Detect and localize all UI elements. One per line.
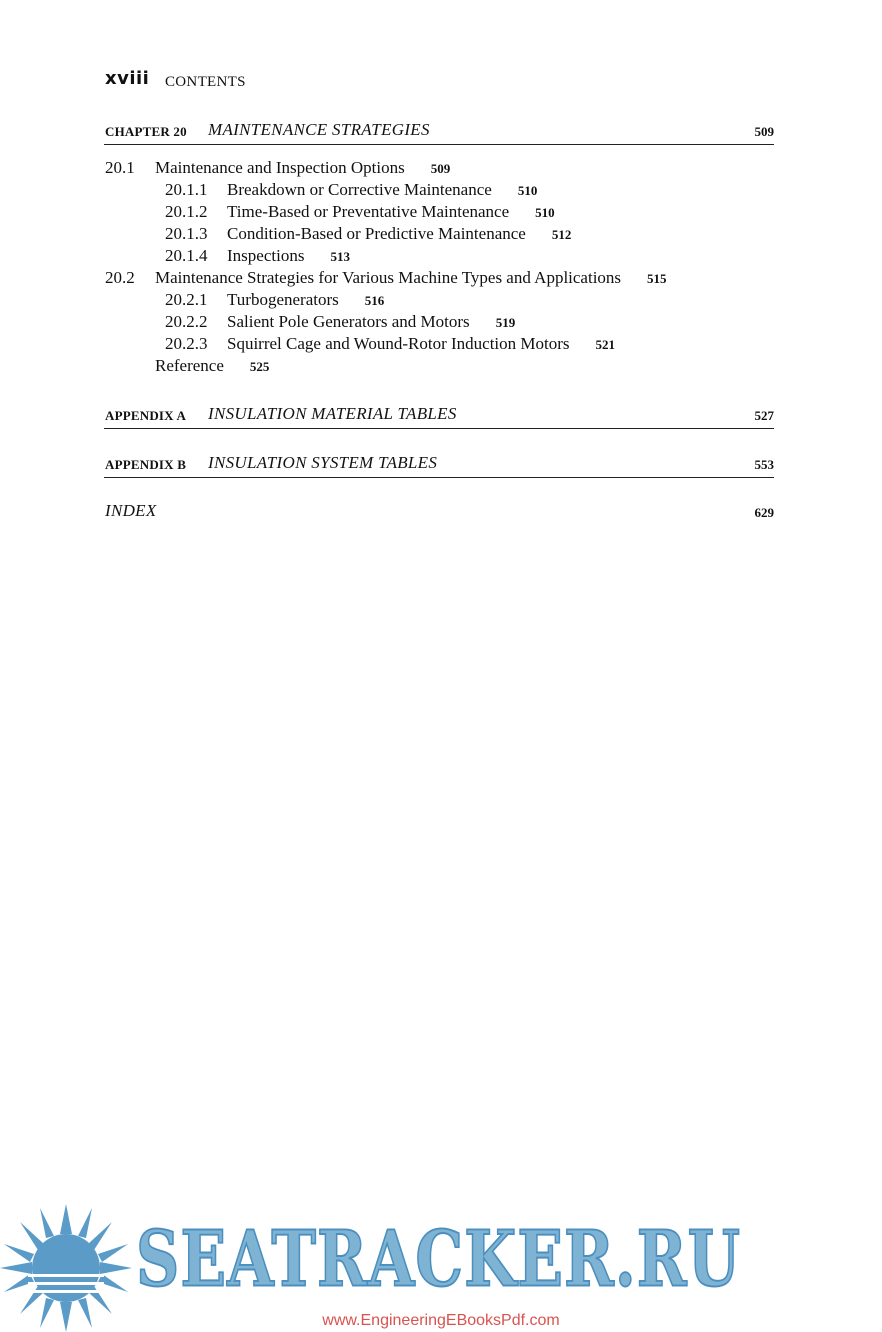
- appendix-b-page: 553: [754, 457, 774, 472]
- appendix-a-label: APPENDIX A: [105, 408, 187, 423]
- running-title: CONTENTS: [165, 74, 246, 90]
- toc-entry[interactable]: 20.2 Maintenance Strategies for Various Machine Types and Applications 515: [105, 268, 667, 287]
- toc-entry[interactable]: 20.2.1 Turbogenerators 516: [165, 290, 385, 309]
- toc-entry[interactable]: 20.2.2 Salient Pole Generators and Motors 519: [165, 312, 516, 331]
- appendix-a-title[interactable]: INSULATION MATERIAL TABLES: [208, 404, 457, 423]
- appendix-b-label: APPENDIX B: [105, 457, 187, 472]
- chapter-title: MAINTENANCE STRATEGIES: [208, 120, 430, 139]
- chapter-page: 509: [754, 124, 774, 139]
- appendix-b-rule: [104, 477, 774, 478]
- watermark-brand: SEATRACKER.RU: [136, 1215, 741, 1305]
- appendix-a-rule: [104, 428, 774, 429]
- toc-entry[interactable]: 20.1.2 Time-Based or Preventative Maintenance 510: [165, 202, 555, 221]
- toc-entry[interactable]: 20.1.3 Condition-Based or Predictive Maintenance 512: [165, 224, 572, 243]
- toc-entry[interactable]: 20.1.1 Breakdown or Corrective Maintenance 510: [165, 180, 538, 199]
- toc-entry[interactable]: 20.1.4 Inspections 513: [165, 246, 350, 265]
- watermark-url[interactable]: www.EngineeringEBooksPdf.com: [322, 1312, 560, 1329]
- toc-entry[interactable]: Reference 525: [155, 356, 270, 375]
- index-page: 629: [754, 505, 774, 520]
- chapter-rule: [104, 144, 774, 145]
- page-number: xviii: [105, 68, 150, 89]
- index-title[interactable]: INDEX: [105, 501, 157, 520]
- appendix-b-title[interactable]: INSULATION SYSTEM TABLES: [208, 453, 438, 472]
- appendix-a-page: 527: [754, 408, 774, 423]
- toc-entry[interactable]: 20.1 Maintenance and Inspection Options 509: [105, 158, 451, 177]
- toc-entry[interactable]: 20.2.3 Squirrel Cage and Wound-Rotor Induction Motors 521: [165, 334, 616, 353]
- chapter-label: CHAPTER 20: [105, 124, 187, 139]
